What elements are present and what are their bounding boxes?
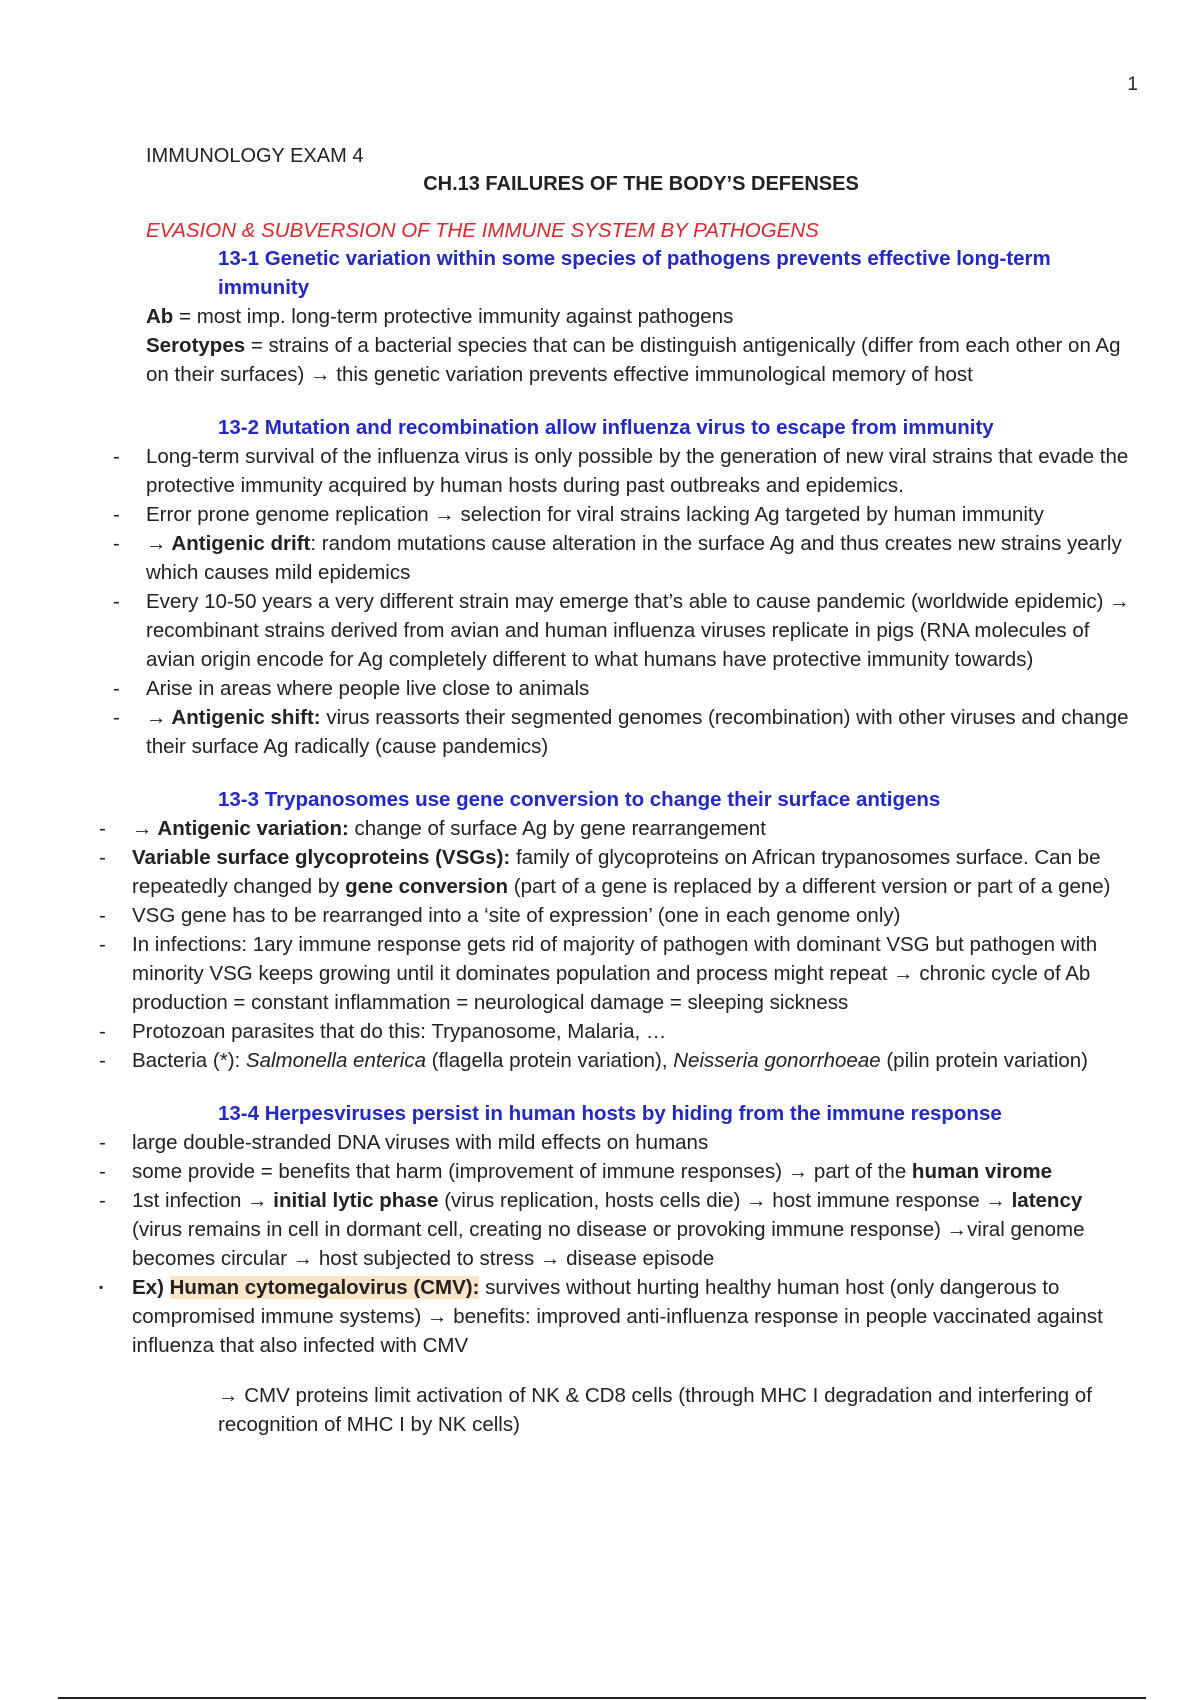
list-item-text: some provide = benefits that harm (improvement of immune responses) → part of the (132, 1160, 912, 1183)
bullet-dash: - (99, 1131, 106, 1154)
term-ex: Ex) (132, 1276, 170, 1299)
bottom-rule (58, 1697, 1146, 1699)
list-item (99, 843, 1136, 901)
bullet-dash: - (99, 817, 106, 840)
term-serotypes: Serotypes (146, 334, 246, 357)
list-item-text: Every 10-50 years a very different strain may emerge that’s able to cause pandemic (worldwide epidemic) → recombinant strains derived from avian and human influenza viruses replicate in pigs (RNA molecules of avian origin encode for Ag completely different to what humans have protective immunity towards) (146, 590, 1130, 671)
document-body (99, 143, 1136, 1459)
list-item (99, 1017, 1136, 1046)
list-item (99, 1273, 1136, 1360)
list-13-2 (113, 442, 1136, 761)
bullet-dash: - (113, 503, 120, 526)
list-item (99, 930, 1136, 1017)
bullet-dash: - (113, 532, 120, 555)
heading-13-1: 13-1 Genetic variation within some species of pathogens prevents effective long-term immunity (218, 247, 1051, 299)
list-item (99, 901, 1136, 930)
list-item-text: (pilin protein variation) (880, 1049, 1089, 1072)
chapter-title: CH.13 FAILURES OF THE BODY’S DEFENSES (423, 173, 859, 195)
list-item (113, 442, 1136, 500)
list-item-text: (flagella protein variation), (425, 1049, 674, 1072)
heading-13-2: 13-2 Mutation and recombination allow influenza virus to escape from immunity (218, 416, 994, 439)
list-item (99, 814, 1136, 843)
bullet-dash: - (99, 933, 106, 956)
list-item (99, 1128, 1136, 1157)
list-13-3 (99, 814, 1136, 1075)
list-item-text: In infections: 1ary immune response gets rid of majority of pathogen with dominant VSG but pathogen with minority VSG keeps growing until it dominates population and process might repeat → chronic cycle of Ab production = constant inflammation = neurological damage = sleeping sickness (132, 933, 1098, 1014)
term-antigenic-variation: → Antigenic variation: (132, 817, 349, 840)
heading-13-4: 13-4 Herpesviruses persist in human hosts by hiding from the immune response (218, 1102, 1002, 1125)
bullet-dash: - (99, 1160, 106, 1183)
exam-title: IMMUNOLOGY EXAM 4 (146, 145, 364, 167)
list-item (113, 500, 1136, 529)
list-item-text: survives without hurting healthy human host (only dangerous to compromised immune systems) → benefits: improved anti-influenza response in people vaccinated against influenza that also infected with CMV (132, 1276, 1103, 1357)
list-item-text: Bacteria (*): (132, 1049, 246, 1072)
list-item-text: family of glycoproteins on African trypanosomes surface. Can be repeatedly changed by (132, 846, 1101, 898)
list-item-text: Error prone genome replication → selection for viral strains lacking Ag targeted by human immunity (146, 503, 1044, 526)
page-number: 1 (1127, 74, 1138, 95)
bullet-dash: - (113, 445, 120, 468)
paragraph-serotypes-text: = strains of a bacterial species that can be distinguish antigenically (differ from each other on Ag on their surfaces) → this genetic variation prevents effective immunological memory of host (146, 334, 1121, 386)
heading-13-3: 13-3 Trypanosomes use gene conversion to change their surface antigens (218, 788, 941, 811)
paragraph-ab (146, 302, 1136, 331)
bullet-dash: - (99, 1189, 106, 1212)
term-antigenic-drift: → Antigenic drift (146, 532, 311, 555)
term-antigenic-shift: → Antigenic shift: (146, 706, 321, 729)
list-item (113, 529, 1136, 587)
list-item-text: VSG gene has to be rearranged into a ‘site of expression’ (one in each genome only) (132, 904, 901, 927)
list-item-text: (part of a gene is replaced by a different version or part of a gene) (508, 875, 1111, 898)
list-item-text: Long-term survival of the influenza virus is only possible by the generation of new viral strains that evade the protective immunity acquired by human hosts during past outbreaks and epidemics. (146, 445, 1129, 497)
list-item-text: : random mutations cause alteration in the surface Ag and thus creates new strains yearly which causes mild epidemics (146, 532, 1122, 584)
list-item (99, 1186, 1136, 1273)
paragraph-ab-text: = most imp. long-term protective immunity against pathogens (173, 305, 734, 328)
bullet-dash: - (113, 677, 120, 700)
paragraph-serotypes (146, 331, 1136, 389)
bullet-dash: - (99, 904, 106, 927)
list-item-text: change of surface Ag by gene rearrangement (348, 817, 766, 840)
term-ab: Ab (146, 305, 174, 328)
term-initial-lytic-phase: initial lytic phase (273, 1189, 439, 1212)
list-item-text: Protozoan parasites that do this: Trypanosome, Malaria, … (132, 1020, 667, 1043)
list-item-text: large double-stranded DNA viruses with mild effects on humans (132, 1131, 709, 1154)
species-salmonella: Salmonella enterica (245, 1049, 426, 1072)
cmv-subpoint: → CMV proteins limit activation of NK & CD8 cells (through MHC I degradation and interfering of recognition of MHC I by NK cells) (218, 1383, 1092, 1436)
term-vsgs: Variable surface glycoproteins (VSGs): (132, 846, 511, 869)
species-neisseria: Neisseria gonorrhoeae (673, 1049, 881, 1072)
bullet-dash: - (113, 706, 120, 729)
bullet-dash: - (99, 1020, 106, 1043)
bullet-dash: - (113, 590, 120, 613)
list-item (99, 1046, 1136, 1075)
list-13-4 (99, 1128, 1136, 1360)
list-item (113, 703, 1136, 761)
term-human-virome: human virome (911, 1160, 1053, 1183)
term-cmv: Human cytomegalovirus (CMV): (169, 1276, 480, 1299)
list-item-text: 1st infection → (132, 1189, 274, 1212)
list-item (99, 1157, 1136, 1186)
list-item (113, 587, 1136, 674)
list-item-text: (virus replication, hosts cells die) → host immune response → (438, 1189, 1012, 1212)
term-latency: latency (1011, 1189, 1083, 1212)
bullet-square: ▪ (99, 1280, 104, 1294)
bullet-dash: - (99, 846, 106, 869)
list-item-text: Arise in areas where people live close to animals (146, 677, 590, 700)
section-title: EVASION & SUBVERSION OF THE IMMUNE SYSTEM BY PATHOGENS (146, 219, 819, 242)
list-item-text: virus reassorts their segmented genomes (recombination) with other viruses and change their surface Ag radically (cause pandemics) (146, 706, 1129, 758)
list-item-text: (virus remains in cell in dormant cell, creating no disease or provoking immune response) →viral genome becomes circular → host subjected to stress → disease episode (132, 1218, 1085, 1270)
list-item (113, 674, 1136, 703)
term-gene-conversion: gene conversion (345, 875, 509, 898)
bullet-dash: - (99, 1049, 106, 1072)
